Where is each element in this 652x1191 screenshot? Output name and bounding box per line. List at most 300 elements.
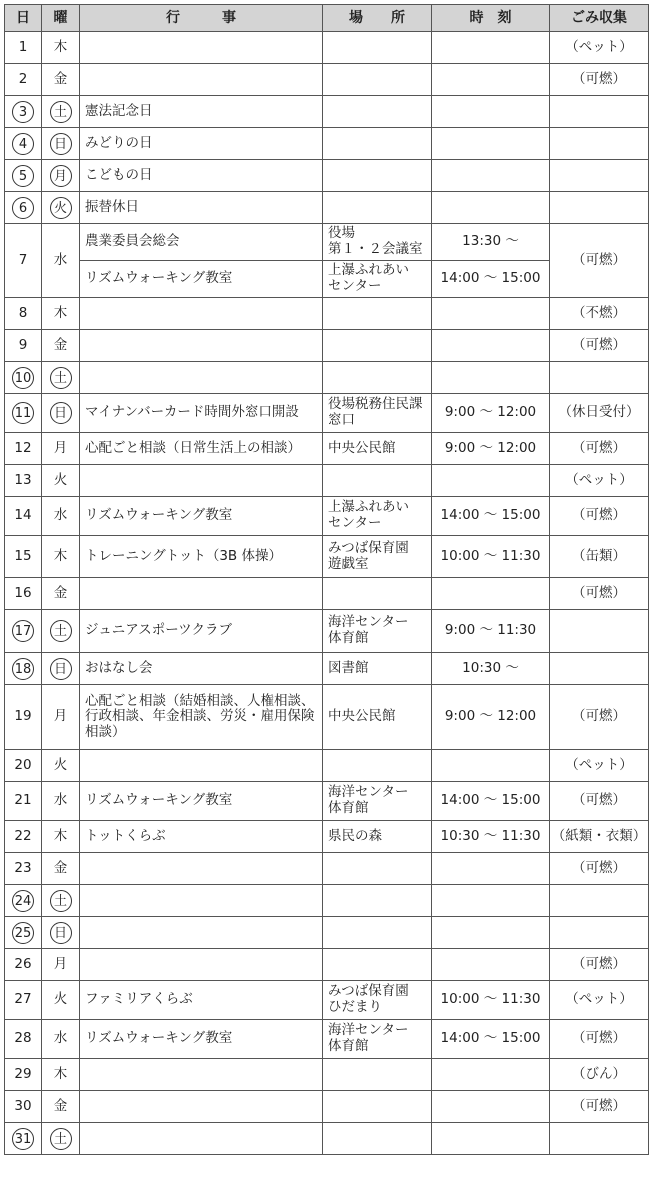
- garbage-cell: [550, 298, 649, 330]
- day-number: 16: [14, 584, 32, 601]
- place-cell: [323, 96, 432, 128]
- event-calendar-table: [4, 4, 649, 1155]
- place-cell: [323, 224, 432, 261]
- weekday-cell: [42, 653, 80, 685]
- weekday-circled: 月: [50, 165, 72, 187]
- table-row: [5, 394, 649, 433]
- garbage-cell: [550, 885, 649, 917]
- weekday: 月: [53, 955, 68, 972]
- time-cell: [432, 465, 550, 497]
- day-number-circled: 10: [12, 367, 34, 389]
- garbage-cell: [550, 330, 649, 362]
- garbage-cell: [550, 96, 649, 128]
- table-row: [5, 917, 649, 949]
- day-cell: [5, 949, 42, 981]
- garbage-text: （可燃）: [572, 584, 626, 601]
- event-text: マイナンバーカード時間外窓口開設: [85, 404, 299, 421]
- weekday: 木: [53, 38, 68, 55]
- event-text: リズムウォーキング教室: [85, 792, 233, 809]
- place-cell: [323, 1020, 432, 1059]
- event-text: 心配ごと相談（結婚相談、人権相談、行政相談、年金相談、労災・雇用保険相談）: [85, 692, 315, 740]
- time-text: 13:30 ～: [462, 233, 519, 250]
- weekday-cell: [42, 782, 80, 821]
- event-cell: [80, 433, 323, 465]
- event-cell: [80, 261, 323, 298]
- weekday: 水: [53, 507, 68, 524]
- time-cell: [432, 685, 550, 750]
- table-row: [5, 536, 649, 578]
- table-row: [5, 1091, 649, 1123]
- weekday-cell: [42, 32, 80, 64]
- event-text: みどりの日: [85, 134, 153, 151]
- event-text: 憲法記念日: [85, 102, 153, 119]
- time-cell: [432, 653, 550, 685]
- table-row: [5, 96, 649, 128]
- weekday-circled: 土: [50, 367, 72, 389]
- place-cell: [323, 821, 432, 853]
- day-cell: [5, 885, 42, 917]
- event-cell: [80, 330, 323, 362]
- weekday-circled: 土: [50, 890, 72, 912]
- place-cell: [323, 298, 432, 330]
- place-cell: [323, 160, 432, 192]
- event-cell: [80, 1091, 323, 1123]
- time-cell: [432, 610, 550, 653]
- time-cell: [432, 330, 550, 362]
- weekday: 水: [53, 792, 68, 809]
- day-number-circled: 25: [12, 922, 34, 944]
- table-row: [5, 160, 649, 192]
- table-row: [5, 224, 649, 261]
- weekday-cell: [42, 394, 80, 433]
- garbage-cell: [550, 1020, 649, 1059]
- day-number: 7: [18, 251, 28, 268]
- place-cell: [323, 433, 432, 465]
- event-cell: [80, 160, 323, 192]
- place-cell: [323, 885, 432, 917]
- table-row: [5, 885, 649, 917]
- garbage-cell: [550, 64, 649, 96]
- event-cell: [80, 981, 323, 1020]
- garbage-cell: [550, 610, 649, 653]
- place-cell: [323, 330, 432, 362]
- day-cell: [5, 298, 42, 330]
- day-cell: [5, 610, 42, 653]
- weekday-cell: [42, 497, 80, 536]
- event-text: ファミリアくらぶ: [85, 991, 193, 1008]
- weekday-cell: [42, 1020, 80, 1059]
- weekday-cell: [42, 821, 80, 853]
- time-cell: [432, 96, 550, 128]
- time-cell: [432, 128, 550, 160]
- event-cell: [80, 1020, 323, 1059]
- place-cell: [323, 1091, 432, 1123]
- weekday: 金: [53, 70, 68, 87]
- weekday-circled: 日: [50, 133, 72, 155]
- day-cell: [5, 96, 42, 128]
- place-text: 図書館: [328, 659, 369, 676]
- garbage-text: （可燃）: [572, 70, 626, 87]
- table-row: [5, 128, 649, 160]
- table-row: [5, 192, 649, 224]
- place-cell: [323, 536, 432, 578]
- table-row: [5, 578, 649, 610]
- place-text: 上瀑ふれあい センター: [328, 499, 409, 531]
- event-cell: [80, 885, 323, 917]
- weekday-cell: [42, 750, 80, 782]
- header-dow: 曜: [42, 5, 80, 32]
- garbage-cell: [550, 32, 649, 64]
- day-number: 19: [14, 708, 32, 725]
- event-text: リズムウォーキング教室: [85, 507, 233, 524]
- garbage-cell: [550, 917, 649, 949]
- weekday-cell: [42, 465, 80, 497]
- day-cell: [5, 192, 42, 224]
- event-cell: [80, 32, 323, 64]
- place-text: 中央公民館: [328, 439, 396, 456]
- place-text: 海洋センター 体育館: [328, 614, 409, 646]
- time-cell: [432, 362, 550, 394]
- place-cell: [323, 578, 432, 610]
- day-number-circled: 24: [12, 890, 34, 912]
- table-row: [5, 981, 649, 1020]
- garbage-text: （びん）: [572, 1065, 626, 1082]
- weekday: 木: [53, 547, 68, 564]
- weekday-cell: [42, 917, 80, 949]
- event-cell: [80, 1123, 323, 1155]
- table-row: [5, 1020, 649, 1059]
- time-text: 9:00 ～ 12:00: [444, 404, 537, 421]
- time-cell: [432, 917, 550, 949]
- weekday-cell: [42, 885, 80, 917]
- event-cell: [80, 128, 323, 160]
- day-cell: [5, 433, 42, 465]
- garbage-text: （不燃）: [572, 304, 626, 321]
- header-time: 時 刻: [432, 5, 550, 32]
- day-number: 15: [14, 547, 32, 564]
- weekday-cell: [42, 128, 80, 160]
- garbage-text: （可燃）: [572, 507, 626, 524]
- day-number: 29: [14, 1065, 32, 1082]
- garbage-cell: [550, 497, 649, 536]
- event-cell: [80, 362, 323, 394]
- weekday: 月: [53, 708, 68, 725]
- day-number: 1: [18, 38, 28, 55]
- table-row: [5, 750, 649, 782]
- garbage-cell: [550, 750, 649, 782]
- garbage-text: （ペット）: [565, 991, 633, 1008]
- event-cell: [80, 653, 323, 685]
- day-cell: [5, 782, 42, 821]
- garbage-text: （休日受付）: [558, 404, 640, 421]
- place-cell: [323, 497, 432, 536]
- place-cell: [323, 750, 432, 782]
- table-row: [5, 853, 649, 885]
- time-cell: [432, 64, 550, 96]
- weekday-cell: [42, 536, 80, 578]
- weekday-cell: [42, 192, 80, 224]
- place-cell: [323, 853, 432, 885]
- event-text: リズムウォーキング教室: [85, 1030, 233, 1047]
- table-row: [5, 653, 649, 685]
- place-cell: [323, 362, 432, 394]
- time-cell: [432, 497, 550, 536]
- weekday: 金: [53, 859, 68, 876]
- header-garbage: ごみ収集: [550, 5, 649, 32]
- place-text: 海洋センター 体育館: [328, 1022, 409, 1054]
- place-text: 県民の森: [328, 827, 382, 844]
- header-event: 行 事: [80, 5, 323, 32]
- day-number: 14: [14, 507, 32, 524]
- table-row: [5, 782, 649, 821]
- event-text: トレーニングトット（3B 体操）: [85, 547, 282, 564]
- weekday-cell: [42, 578, 80, 610]
- time-cell: [432, 433, 550, 465]
- day-cell: [5, 362, 42, 394]
- time-cell: [432, 885, 550, 917]
- garbage-cell: [550, 128, 649, 160]
- table-row: [5, 298, 649, 330]
- table-row: [5, 821, 649, 853]
- table-row: [5, 949, 649, 981]
- weekday-cell: [42, 433, 80, 465]
- day-number-circled: 4: [12, 133, 34, 155]
- time-text: 9:00 ～ 11:30: [444, 622, 537, 639]
- garbage-cell: [550, 1123, 649, 1155]
- garbage-cell: [550, 685, 649, 750]
- weekday: 金: [53, 584, 68, 601]
- garbage-cell: [550, 362, 649, 394]
- day-number: 30: [14, 1097, 32, 1114]
- garbage-cell: [550, 394, 649, 433]
- place-text: 上瀑ふれあい センター: [328, 262, 409, 294]
- table-row: [5, 32, 649, 64]
- weekday: 火: [53, 991, 68, 1008]
- time-text: 14:00 ～ 15:00: [440, 792, 541, 809]
- garbage-text: （可燃）: [572, 439, 626, 456]
- time-cell: [432, 821, 550, 853]
- place-text: 役場 第１・２会議室: [328, 225, 423, 257]
- time-cell: [432, 853, 550, 885]
- garbage-cell: [550, 224, 649, 298]
- time-cell: [432, 578, 550, 610]
- weekday: 火: [53, 756, 68, 773]
- weekday: 月: [53, 439, 68, 456]
- weekday-cell: [42, 160, 80, 192]
- time-cell: [432, 1091, 550, 1123]
- weekday-cell: [42, 610, 80, 653]
- time-text: 10:30 ～: [462, 659, 519, 676]
- place-cell: [323, 261, 432, 298]
- garbage-cell: [550, 192, 649, 224]
- event-cell: [80, 949, 323, 981]
- event-cell: [80, 224, 323, 261]
- day-cell: [5, 536, 42, 578]
- table-row: [5, 362, 649, 394]
- place-cell: [323, 192, 432, 224]
- garbage-cell: [550, 1091, 649, 1123]
- day-cell: [5, 853, 42, 885]
- garbage-text: （可燃）: [572, 859, 626, 876]
- event-cell: [80, 64, 323, 96]
- day-number: 21: [14, 792, 32, 809]
- day-cell: [5, 653, 42, 685]
- header-place: 場 所: [323, 5, 432, 32]
- time-cell: [432, 1059, 550, 1091]
- place-text: 海洋センター 体育館: [328, 784, 409, 816]
- day-cell: [5, 685, 42, 750]
- header-day: 日: [5, 5, 42, 32]
- place-cell: [323, 394, 432, 433]
- time-text: 9:00 ～ 12:00: [444, 439, 537, 456]
- weekday-circled: 土: [50, 620, 72, 642]
- day-cell: [5, 1020, 42, 1059]
- day-cell: [5, 330, 42, 362]
- time-text: 10:00 ～ 11:30: [440, 991, 541, 1008]
- day-cell: [5, 578, 42, 610]
- day-cell: [5, 32, 42, 64]
- event-cell: [80, 610, 323, 653]
- weekday-circled: 土: [50, 1128, 72, 1150]
- time-cell: [432, 536, 550, 578]
- garbage-cell: [550, 465, 649, 497]
- garbage-text: （可燃）: [572, 251, 626, 268]
- weekday-circled: 日: [50, 402, 72, 424]
- time-text: 14:00 ～ 15:00: [440, 270, 541, 287]
- weekday: 木: [53, 827, 68, 844]
- garbage-cell: [550, 821, 649, 853]
- day-cell: [5, 917, 42, 949]
- garbage-cell: [550, 653, 649, 685]
- time-cell: [432, 394, 550, 433]
- time-cell: [432, 32, 550, 64]
- weekday: 木: [53, 1065, 68, 1082]
- garbage-cell: [550, 981, 649, 1020]
- garbage-cell: [550, 578, 649, 610]
- time-cell: [432, 298, 550, 330]
- weekday-cell: [42, 362, 80, 394]
- garbage-cell: [550, 949, 649, 981]
- weekday-circled: 日: [50, 658, 72, 680]
- weekday: 金: [53, 1097, 68, 1114]
- event-cell: [80, 917, 323, 949]
- weekday-circled: 日: [50, 922, 72, 944]
- day-number: 12: [14, 439, 32, 456]
- day-cell: [5, 497, 42, 536]
- day-cell: [5, 128, 42, 160]
- place-cell: [323, 1123, 432, 1155]
- day-cell: [5, 64, 42, 96]
- time-text: 10:00 ～ 11:30: [440, 547, 541, 564]
- weekday-circled: 土: [50, 101, 72, 123]
- garbage-text: （可燃）: [572, 1030, 626, 1047]
- day-number-circled: 17: [12, 620, 34, 642]
- weekday-cell: [42, 96, 80, 128]
- weekday-cell: [42, 1059, 80, 1091]
- day-number: 9: [18, 336, 28, 353]
- weekday-cell: [42, 853, 80, 885]
- day-number-circled: 3: [12, 101, 34, 123]
- place-cell: [323, 1059, 432, 1091]
- day-number-circled: 11: [12, 402, 34, 424]
- garbage-text: （ペット）: [565, 756, 633, 773]
- table-row: [5, 465, 649, 497]
- event-cell: [80, 685, 323, 750]
- weekday: 水: [53, 1030, 68, 1047]
- weekday-circled: 火: [50, 197, 72, 219]
- day-cell: [5, 750, 42, 782]
- day-number: 8: [18, 304, 28, 321]
- time-cell: [432, 1123, 550, 1155]
- weekday-cell: [42, 64, 80, 96]
- day-cell: [5, 981, 42, 1020]
- table-row: [5, 64, 649, 96]
- event-cell: [80, 465, 323, 497]
- event-cell: [80, 536, 323, 578]
- event-text: リズムウォーキング教室: [85, 270, 233, 287]
- day-number: 13: [14, 471, 32, 488]
- table-row: [5, 330, 649, 362]
- weekday-cell: [42, 224, 80, 298]
- place-text: 役場税務住民課 窓口: [328, 396, 423, 428]
- event-text: 心配ごと相談（日常生活上の相談）: [85, 439, 301, 456]
- time-text: 10:30 ～ 11:30: [440, 827, 541, 844]
- event-cell: [80, 1059, 323, 1091]
- time-cell: [432, 192, 550, 224]
- day-number: 26: [14, 955, 32, 972]
- day-number-circled: 31: [12, 1128, 34, 1150]
- day-number: 23: [14, 859, 32, 876]
- day-cell: [5, 465, 42, 497]
- weekday-cell: [42, 981, 80, 1020]
- time-text: 14:00 ～ 15:00: [440, 507, 541, 524]
- garbage-cell: [550, 853, 649, 885]
- event-text: トットくらぶ: [85, 827, 166, 844]
- place-cell: [323, 32, 432, 64]
- place-text: みつば保育園 遊戯室: [328, 539, 409, 572]
- garbage-cell: [550, 782, 649, 821]
- event-cell: [80, 394, 323, 433]
- place-cell: [323, 685, 432, 750]
- table-row: [5, 433, 649, 465]
- day-number: 27: [14, 991, 32, 1008]
- day-cell: [5, 1123, 42, 1155]
- garbage-text: （ペット）: [565, 471, 633, 488]
- day-number: 2: [18, 70, 28, 87]
- day-cell: [5, 821, 42, 853]
- place-cell: [323, 782, 432, 821]
- weekday-cell: [42, 330, 80, 362]
- event-cell: [80, 750, 323, 782]
- time-cell: [432, 224, 550, 261]
- event-cell: [80, 821, 323, 853]
- time-cell: [432, 949, 550, 981]
- day-cell: [5, 160, 42, 192]
- event-cell: [80, 497, 323, 536]
- time-cell: [432, 261, 550, 298]
- garbage-text: （可燃）: [572, 1097, 626, 1114]
- event-text: こどもの日: [85, 166, 153, 183]
- weekday-cell: [42, 685, 80, 750]
- time-text: 9:00 ～ 12:00: [444, 708, 537, 725]
- garbage-cell: [550, 1059, 649, 1091]
- garbage-text: （可燃）: [572, 955, 626, 972]
- day-cell: [5, 1059, 42, 1091]
- time-cell: [432, 160, 550, 192]
- place-cell: [323, 465, 432, 497]
- event-text: 振替休日: [85, 198, 139, 215]
- garbage-text: （紙類・衣類）: [551, 827, 647, 844]
